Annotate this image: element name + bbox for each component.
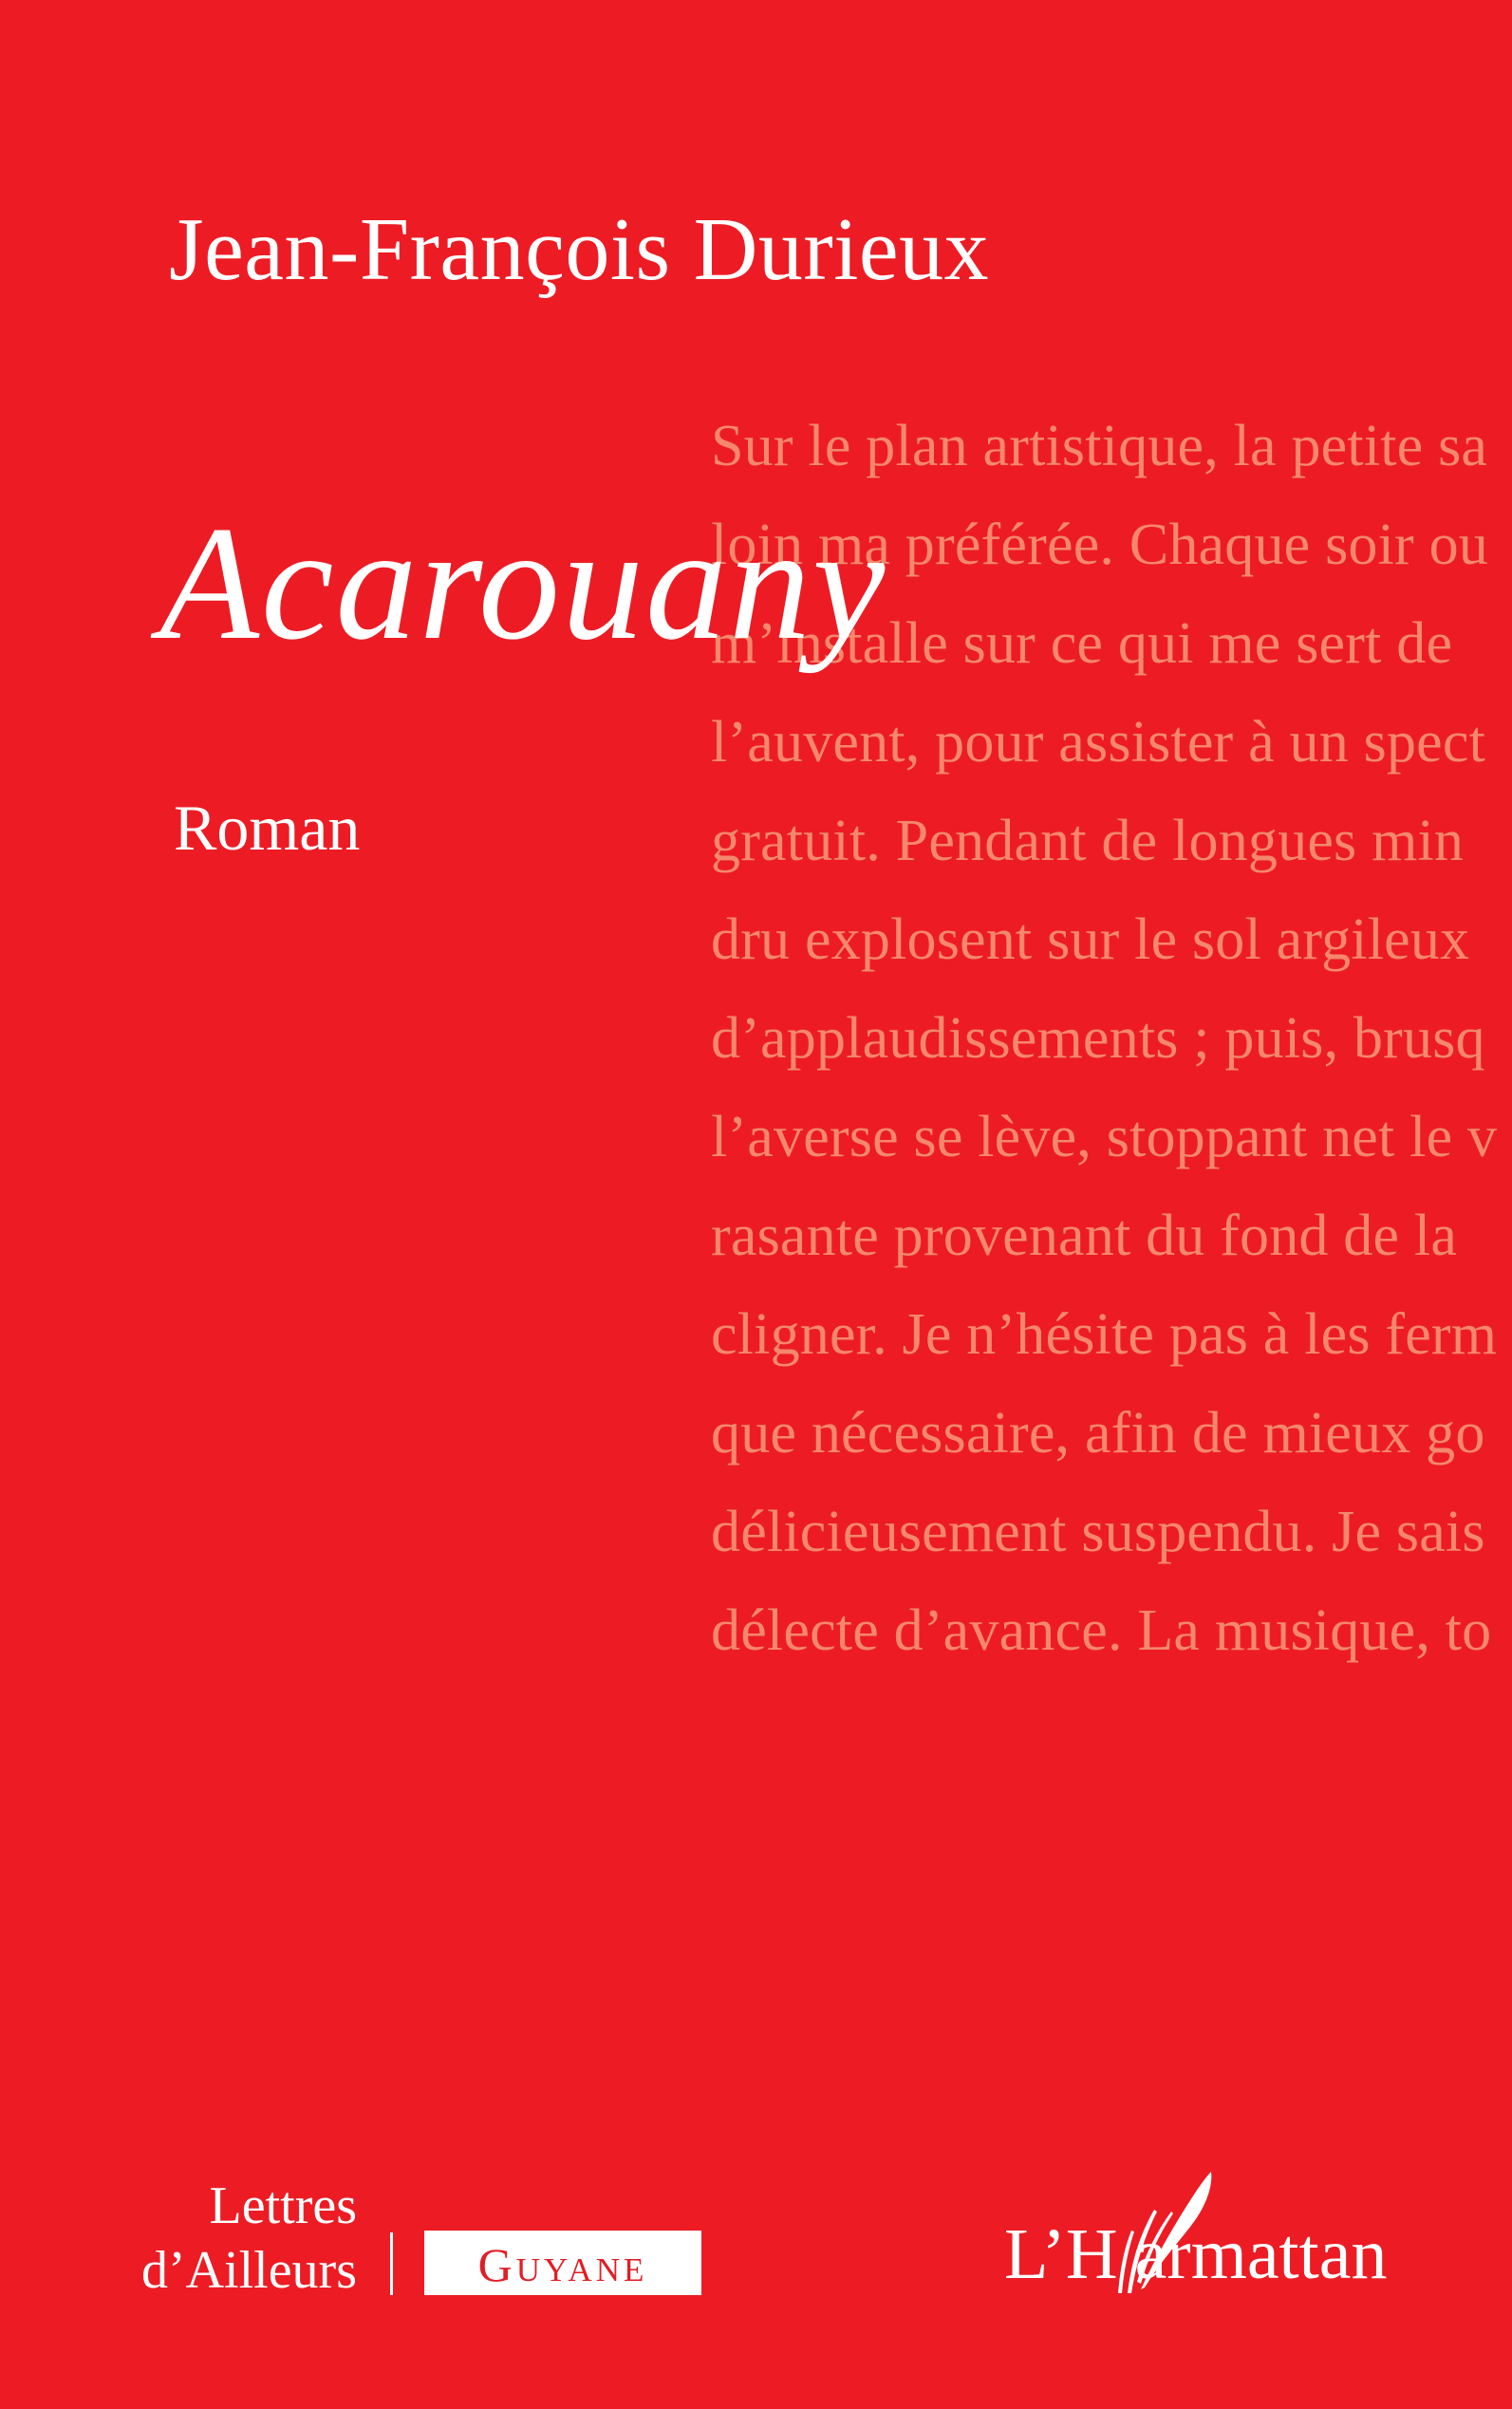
excerpt-line: cligner. Je n’hésite pas à les ferm [711,1302,1498,1367]
excerpt-line: d’applaudissements ; puis, brusq [711,1006,1485,1071]
collection-divider [390,2232,393,2295]
excerpt-line: l’averse se lève, stoppant net le v [711,1105,1498,1169]
genre-label: Roman [174,792,361,864]
excerpt-line: que nécessaire, afin de mieux go [711,1401,1485,1466]
publisher-name-letter: H [1065,2214,1118,2294]
publisher-name-suffix: armattan [1134,2214,1388,2294]
excerpt-line: Sur le plan artistique, la petite sa [711,414,1488,478]
collection-line-2: d’Ailleurs [140,2241,357,2300]
series-label: Guyane [477,2238,648,2291]
collection-line-1: Lettres [209,2176,357,2235]
excerpt-line: l’auvent, pour assister à un spect [711,710,1486,775]
series-badge [424,2231,701,2295]
excerpt-line: délicieusement suspendu. Je sais [711,1500,1485,1564]
excerpt-line: gratuit. Pendant de longues min [711,809,1465,873]
publisher-name [1004,2212,1388,2297]
excerpt-line: loin ma préférée. Chaque soir ou [711,513,1488,577]
excerpt-line: rasante provenant du fond de la [711,1204,1458,1268]
excerpt-line: dru explosent sur le sol argileux [711,907,1470,972]
excerpt-line: délecte d’avance. La musique, to [711,1598,1492,1663]
publisher-logo [1004,2168,1388,2310]
publisher-name-prefix: L’ [1004,2214,1066,2294]
author-name: Jean-François Durieux [169,200,990,299]
excerpt-line: m’installe sur ce qui me sert de [711,611,1453,676]
collection-name [93,2174,357,2303]
book-title: Acarouany [159,494,887,674]
